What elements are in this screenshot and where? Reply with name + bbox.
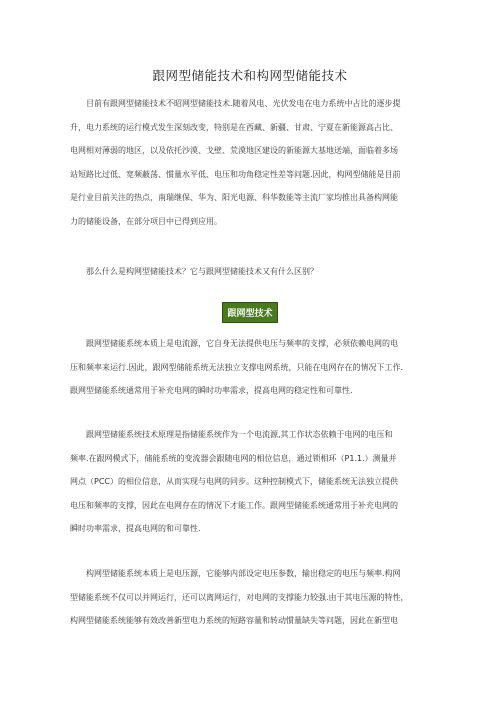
text-line: 力的储能设备，在部分项目中已得到应用。 bbox=[70, 216, 222, 226]
text-line: 跟网型储能系统技术原理是指储能系统作为一个电流源,其工作状态依赖于电网的电压和 bbox=[86, 430, 393, 439]
text-line: 电压和频率的支撑，因此在电网存在的情况下才能工作。跟网型储能系统通常用于补充电网的 bbox=[70, 500, 398, 510]
text-line: 那么什么是构网型储能技术？它与跟网型储能技术又有什么区别？ bbox=[86, 267, 318, 276]
text-line: 跟网型储能系统通常用于补充电网的瞬时功率需求，提高电网的稳定性和可靠性. bbox=[70, 386, 353, 396]
text-line: 频率.在跟网模式下，储能系统的变流器会跟随电网的相位信息，通过锁相环（P1.1.）测量并 bbox=[70, 453, 397, 463]
paragraph-grid-following bbox=[70, 332, 452, 403]
text-line: 网点（PCC）的相位信息，从而实现与电网的同步。这种控制模式下，储能系统无法独立提供 bbox=[70, 477, 398, 487]
section-heading-wrap bbox=[0, 301, 500, 323]
paragraph-principle bbox=[70, 423, 452, 541]
text-line: 目前有跟网型储能技术不昭网型储能技术.随着风电、光伏发电在电力系统中占比的逐步提 bbox=[86, 99, 401, 108]
text-line: 站短路比过低、宽频蔽荡、惯量水平低、电压和功角稳定性差等问题.因此，构网型储能是目前 bbox=[70, 169, 401, 179]
text-line: 跟网型储能系统本质上是电流源，它自身无法提供电压与频率的支撑，必须依赖电网的电 bbox=[86, 339, 398, 348]
text-line: 电网相对薄弱的地区，以及依托沙漠、戈壁、荒漠地区建设的新能源大基地送端，面临着多场 bbox=[70, 146, 398, 156]
text-line: 构网型储能系统能够有效改善新型电力系统的短路容量和转动惯量缺失等问题，因此在新型电 bbox=[70, 616, 398, 626]
text-line: 是行业目前关注的热点，南瑞继保、华为、阳光电源、科华数能等主流厂家均推出具备构网能 bbox=[70, 193, 398, 203]
paragraph-question bbox=[70, 260, 452, 284]
document-title: 跟网型储能技术和构网型储能技术 bbox=[152, 68, 348, 83]
text-line: 压和频率来运行.因此，跟网型储能系统无法独立支撑电网系统，只能在电网存在的情况下工作. bbox=[70, 362, 404, 372]
text-line: 构网型储能系统本质上是电压源，它能够内部设定电压参数，输出稳定的电压与频率.构网 bbox=[86, 569, 401, 578]
text-line: 升，电力系统的运行模式发生深刻改变，特别是在西藏、新疆、甘肃、宁夏在新能源高占比、 bbox=[70, 122, 398, 132]
text-line: 瞬时功率需求，提高电网的和可靠性. bbox=[70, 524, 201, 534]
section-heading: 跟网型技术 bbox=[222, 302, 277, 323]
paragraph-intro bbox=[70, 92, 452, 234]
text-line: 型储能系统不仅可以并网运行，还可以离网运行，对电网的支撑能力较强.由于其电压源的特性， bbox=[70, 592, 409, 602]
paragraph-grid-forming bbox=[70, 562, 452, 633]
